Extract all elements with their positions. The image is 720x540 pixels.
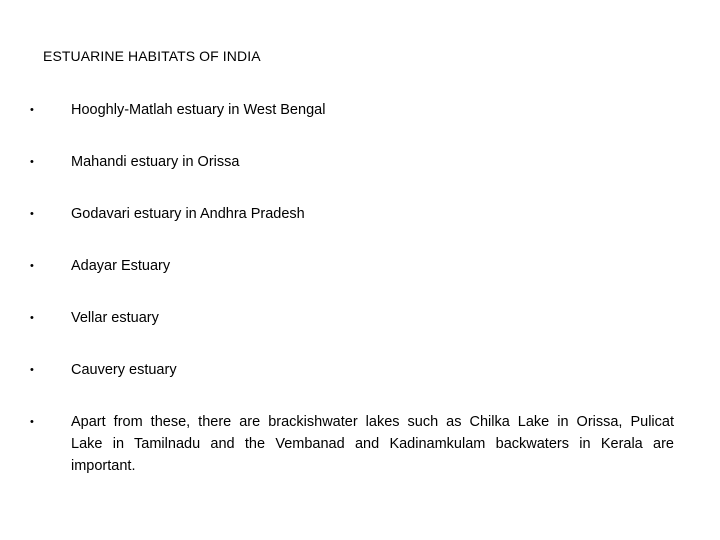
page-title: ESTUARINE HABITATS OF INDIA (43, 48, 261, 64)
list-item (30, 151, 674, 173)
estuary-list (30, 99, 674, 477)
list-item-text: Hooghly-Matlah estuary in West Bengal (71, 102, 326, 118)
bullet-icon: • (30, 208, 34, 220)
bullet-icon: • (30, 156, 34, 168)
list-item-text: Apart from these, there are brackishwater lakes such as Chilka Lake in Orissa, Pulicat Lake in Tamilnadu and the Vembanad and Kadinamkulam backwaters in Kerala are important. (71, 414, 674, 474)
list-item-text: Adayar Estuary (71, 258, 171, 274)
list-item-text: Cauvery estuary (71, 362, 177, 378)
list-item (30, 255, 674, 277)
list-item (30, 99, 674, 121)
list-item (30, 411, 674, 477)
bullet-icon: • (30, 104, 34, 116)
list-item (30, 359, 674, 381)
list-item-text: Mahandi estuary in Orissa (71, 154, 240, 170)
bullet-icon: • (30, 364, 34, 376)
list-item (30, 203, 674, 225)
bullet-icon: • (30, 312, 34, 324)
bullet-icon: • (30, 416, 34, 428)
list-item (30, 307, 674, 329)
list-item-text: Godavari estuary in Andhra Pradesh (71, 206, 305, 222)
bullet-icon: • (30, 260, 34, 272)
list-item-text: Vellar estuary (71, 310, 159, 326)
